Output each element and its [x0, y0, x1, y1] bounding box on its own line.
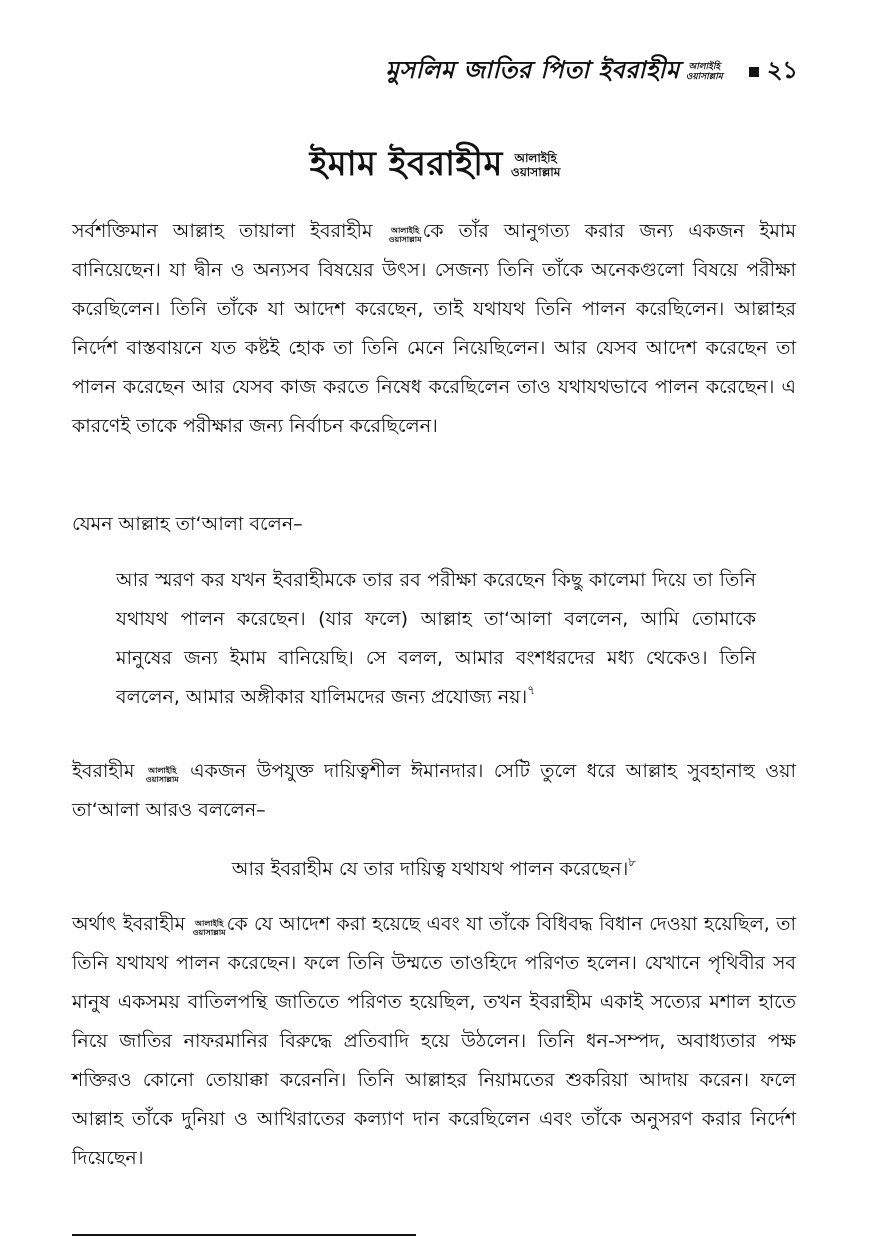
block-quote-2: [72, 850, 796, 889]
running-header: [385, 52, 798, 92]
inline-honorific: [193, 919, 226, 937]
running-header-title: মুসলিম জাতির পিতা ইবরাহীম: [385, 55, 680, 84]
honorific-top: আলাইহি: [514, 150, 557, 165]
paragraph-1: [72, 212, 796, 446]
paragraph-3-rest: কে যে আদেশ করা হয়েছে এবং যা তাঁকে বিধিবদ্ধ বিধান দেওয়া হয়েছিল, তা তিনি যথাযথ পালন করেছেন। ফলে তিনি উম্মতে তাওহিদে পরিণত হলেন। যেখানে পৃথিবীর সব মানুষ একসময় বাতিলপন্থি জাতিতে পরিণত হয়েছিল, তখন ইবরাহীম একাই সত্যের মশাল হাতে নিয়ে জাতির নাফরমানির বিরুদ্ধে প্রতিবাদি হয়ে উঠলেন। তিনি ধন-সম্পদ, অবাধ্যতার পক্ষ শক্তিরও কোনো তোয়াক্কা করেননি। তিনি আল্লাহর নিয়ামতের শুকরিয়া আদায় করেন। ফলে আল্লাহ তাঁকে দুনিয়া ও আখিরাতের কল্যাণ দান করেছিলেন এবং তাঁকে অনুসরণ করার নির্দেশ দিয়েছেন।: [72, 913, 796, 1169]
honorific-bottom: ওয়াসাল্লাম: [388, 235, 422, 244]
block-quote-1: [116, 561, 756, 717]
inline-honorific: [146, 766, 179, 784]
quote-1-text: আর স্মরণ কর যখন ইবরাহীমকে তার রব পরীক্ষা করেছেন কিছু কালেমা দিয়ে তা তিনি যথাযথ পালন করেছেন। (যার ফলে) আল্লাহ তা‘আলা বললেন, আমি তোমাকে মানুষের জন্য ইমাম বানিয়েছি। সে বলল, আমার বংশধরদের মধ্য থেকেও। তিনি বললেন, আমার অঙ্গীকার যালিমদের জন্য প্রযোজ্য নয়।: [116, 569, 756, 708]
chapter-heading: [0, 138, 870, 195]
honorific-top: আলাইহি: [390, 226, 420, 235]
footnote-divider: [72, 1234, 416, 1236]
paragraph-1-rest: কে তাঁর আনুগত্য করার জন্য একজন ইমাম বানিয়েছেন। যা দ্বীন ও অন্যসব বিষয়ের উৎস। সেজন্য তিনি তাঁকে অনেকগুলো বিষয়ে পরীক্ষা করেছিলেন। তিনি তাঁকে যা আদেশ করেছেন, তাই যথাযথ তিনি পালন করেছিলেন। আল্লাহর নির্দেশ বাস্তবায়নে যত কষ্টই হোক তা তিনি মেনে নিয়েছিলেন। আর যেসব আদেশ করেছেন তা পালন করেছেন আর যেসব কাজ করতে নিষেধ করেছিলেন তাও যথাযথভাবে পালন করেছেন। এ কারণেই তাকে পরীক্ষার জন্য নির্বাচন করেছিলেন।: [72, 220, 796, 437]
honorific-bottom: ওয়াসাল্লাম: [192, 928, 226, 937]
honorific-top: আলাইহি: [688, 62, 721, 72]
inline-honorific: [389, 226, 422, 244]
paragraph-2: [72, 752, 796, 830]
header-square-icon: [749, 67, 759, 77]
page-number: ২১: [766, 55, 798, 84]
honorific-bottom: ওয়াসাল্লাম: [685, 72, 723, 82]
paragraph-3-start: অর্থাৎ ইবরাহীম: [72, 913, 186, 935]
paragraph-2-start: ইবরাহীম: [72, 760, 135, 782]
paragraph-3: [72, 905, 796, 1178]
paragraph-2-rest: একজন উপযুক্ত দায়িত্বশীল ঈমানদার। সেটি তুলে ধরে আল্লাহ সুবহানাহু ওয়া তা‘আলা আরও বললেন–: [72, 760, 796, 821]
chapter-title: ইমাম ইবরাহীম: [309, 144, 503, 184]
footnote-marker-7: ৭: [527, 683, 535, 697]
honorific-top: আলাইহি: [195, 919, 224, 928]
footnote-marker-8: ৮: [628, 855, 637, 869]
quote-2-text: আর ইবরাহীম যে তার দায়িত্ব যথাযথ পালন করেছেন।: [231, 858, 629, 880]
honorific-bottom: ওয়াসাল্লাম: [510, 164, 561, 179]
honorific-bottom: ওয়াসাল্লাম: [145, 775, 179, 784]
honorific-top: আলাইহি: [148, 766, 177, 775]
paragraph-1-start: সর্বশক্তিমান আল্লাহ তায়ালা ইবরাহীম: [72, 220, 373, 242]
chapter-honorific: [511, 151, 560, 179]
running-header-honorific: [686, 62, 723, 82]
quote-intro: যেমন আল্লাহ তা‘আলা বলেন–: [72, 513, 303, 535]
